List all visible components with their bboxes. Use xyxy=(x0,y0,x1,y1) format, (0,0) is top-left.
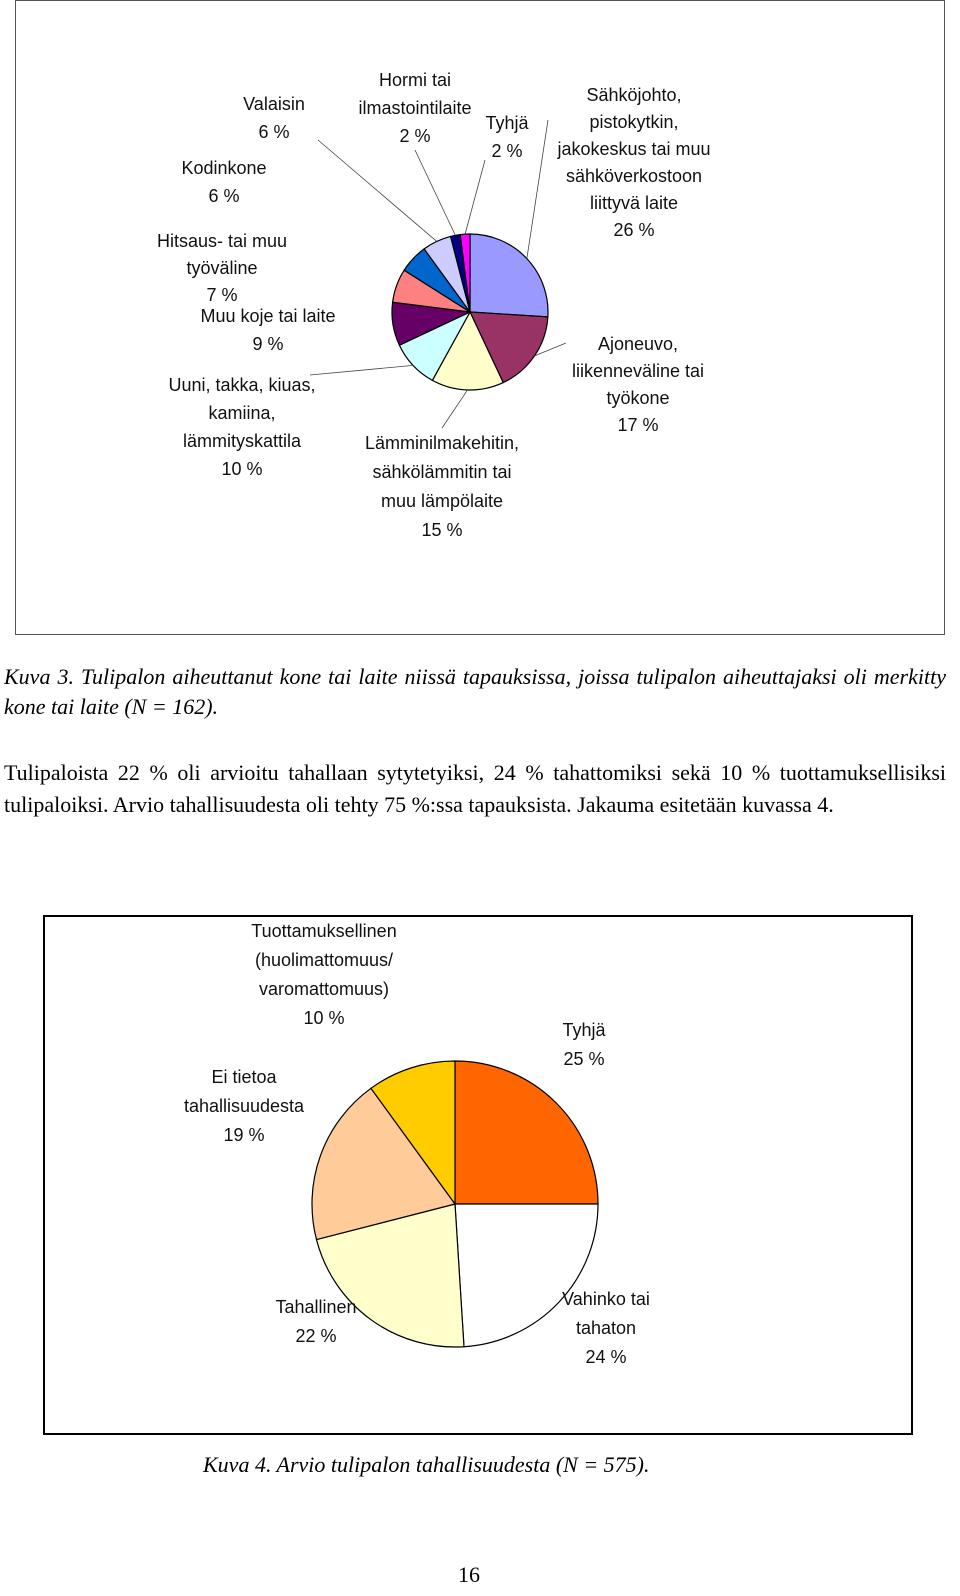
kuva3-slice-label-6: Kodinkone 6 % xyxy=(181,158,267,206)
kuva3-slice-label-5: Hitsaus- tai muu työväline 7 % xyxy=(156,231,288,305)
body-paragraph: Tulipaloista 22 % oli arvioitu tahallaan sytytetyiksi, 24 % tahattomiksi sekä 10 % tuottamuksellisiksi tulipaloiksi. Arvio tahallisuudesta oli tehty 75 %:ssa tapauksista. Jakauma esitetään kuvassa 4. xyxy=(4,760,946,817)
kuva3-slice-label-9: Tyhjä 2 % xyxy=(485,113,529,161)
kuva4-slice-0 xyxy=(455,1061,598,1204)
kuva3-slice-label-1: Ajoneuvo, liikenneväline tai työkone 17 % xyxy=(571,334,705,435)
kuva3-slice-label-4: Muu koje tai laite 9 % xyxy=(200,306,336,354)
caption-kuva4: Kuva 4. Arvio tulipalon tahallisuudesta (N = 575). xyxy=(203,1452,650,1477)
kuva4-slice-label-4: Tuottamuksellinen (huolimattomuus/ varomattomuus) 10 % xyxy=(251,921,397,1028)
caption-kuva3: Kuva 3. Tulipalon aiheuttanut kone tai laite niissä tapauksissa, joissa tulipalon aiheuttajaksi oli merkitty kone tai laite (N = 162). xyxy=(4,664,946,719)
kuva4-slice-label-2: Tahallinen 22 % xyxy=(275,1297,357,1346)
kuva3-slice-label-2: Lämminilmakehitin, sähkölämmitin tai muu lämpölaite 15 % xyxy=(364,433,520,540)
kuva4-slice-label-0: Tyhjä 25 % xyxy=(562,1020,606,1069)
page-number: 16 xyxy=(458,1562,480,1587)
kuva4-slice-label-3: Ei tietoa tahallisuudesta 19 % xyxy=(183,1067,305,1145)
kuva3-slice-label-3: Uuni, takka, kiuas, kamiina, lämmityskattila 10 % xyxy=(168,375,316,479)
kuva3-slice-label-0: Sähköjohto, pistokytkin, jakokeskus tai muu sähköverkostoon liittyvä laite 26 % xyxy=(557,85,711,240)
kuva4-slice-label-1: Vahinko tai tahaton 24 % xyxy=(562,1289,650,1367)
kuva3-slice-label-8: Hormi tai ilmastointilaite 2 % xyxy=(358,70,472,146)
kuva3-slice-label-7: Valaisin 6 % xyxy=(243,94,305,142)
